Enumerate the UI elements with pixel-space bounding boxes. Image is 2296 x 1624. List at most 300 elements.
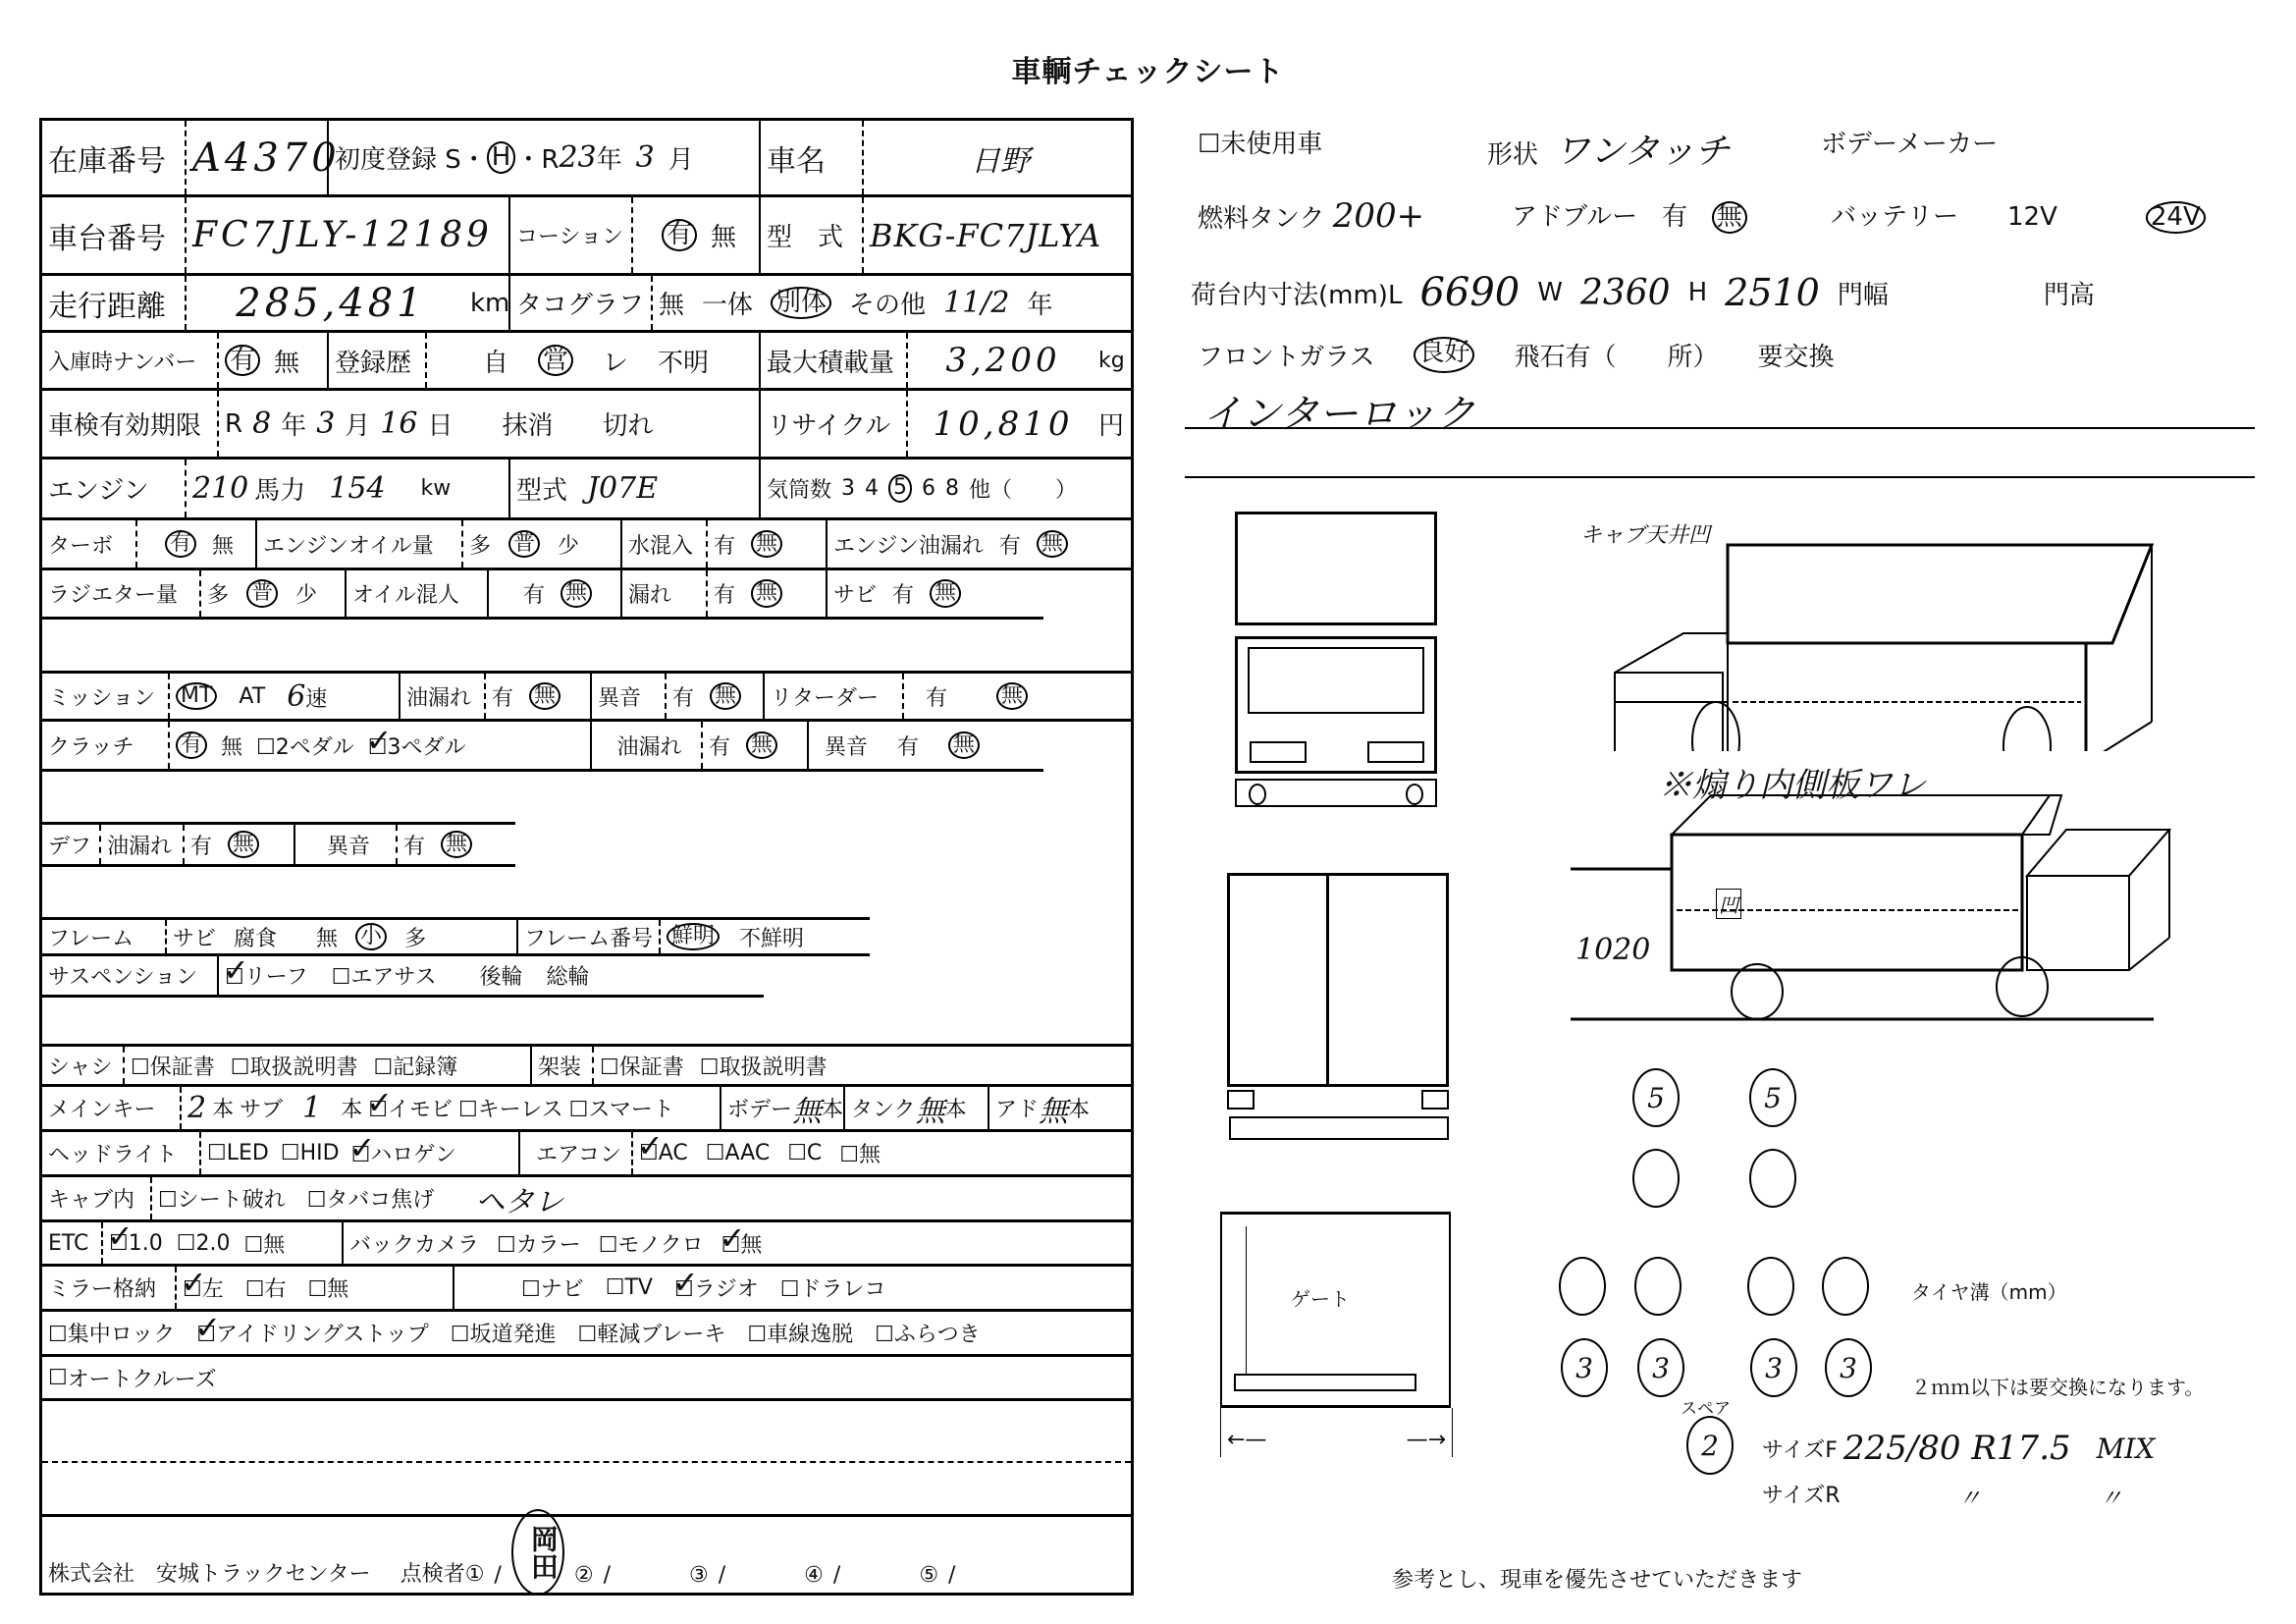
tire-second-right[interactable] — [1749, 1149, 1796, 1208]
oil-level-options — [461, 520, 620, 568]
water-yes[interactable]: 有 — [714, 533, 736, 559]
slash: / — [603, 1563, 611, 1588]
cam-none-checkbox-checked[interactable]: ☐ ✓無 — [721, 1228, 763, 1259]
keyless-checkbox[interactable]: ☐キーレス — [457, 1098, 563, 1122]
rear-doors — [1227, 873, 1449, 1087]
size-f-extra[interactable]: MIX — [2096, 1432, 2156, 1465]
frame-clear-selected[interactable]: 鮮明 — [667, 923, 720, 950]
engine-kw[interactable]: 154 — [329, 471, 386, 506]
retarder-no-selected[interactable]: 無 — [996, 682, 1028, 710]
note-line-2 — [1185, 476, 2255, 478]
windshield-chip[interactable]: 飛石有（ 所） — [1514, 343, 1719, 372]
insp-day[interactable]: 16 — [380, 406, 418, 441]
mirror-options — [175, 1267, 453, 1309]
arrow-left-icon: ←— — [1227, 1428, 1267, 1452]
main-key-count[interactable]: 2 — [187, 1091, 207, 1125]
smart-checkbox[interactable]: ☐スマート — [568, 1098, 674, 1122]
tire-rear-2[interactable] — [1634, 1257, 1682, 1316]
sheet-title: 車輌チェックシート — [1011, 55, 1285, 89]
mission-speed[interactable]: 6 — [287, 678, 306, 714]
dent-mark[interactable]: 凹 — [1716, 889, 1741, 919]
mission-mt-selected[interactable]: MT — [176, 682, 217, 710]
oil-level-label: エンジンオイル量 — [255, 520, 461, 568]
mission-oil-options — [484, 674, 590, 719]
turbo-yes-selected[interactable]: 有 — [165, 530, 196, 558]
tire-second-left[interactable] — [1632, 1149, 1680, 1208]
gate-plate — [1234, 1374, 1416, 1391]
battery-12v[interactable]: 12V — [2007, 202, 2057, 232]
size-f-value[interactable]: 225/80 R17.5 — [1842, 1429, 2071, 1468]
reg-private[interactable]: 自 — [482, 348, 508, 378]
adblue-no-selected[interactable]: 無 — [1712, 201, 1747, 234]
body-manual-checkbox[interactable]: ☐取扱説明書 — [699, 1055, 828, 1080]
rust-no-selected[interactable]: 無 — [930, 579, 961, 607]
clutch-noise-yes[interactable]: 有 — [897, 734, 920, 760]
oil-mix-no-selected[interactable]: 無 — [561, 579, 592, 607]
ac-none-checkbox[interactable]: ☐無 — [839, 1143, 881, 1167]
tacho-separate-selected[interactable]: 別体 — [771, 287, 831, 319]
wobble-checkbox[interactable]: ☐ふらつき — [875, 1323, 981, 1347]
frame-none[interactable]: 無 — [316, 926, 339, 951]
tail-light-left — [1227, 1090, 1255, 1110]
cab-roof-note[interactable]: キャブ天井凹 — [1580, 523, 1711, 548]
mission-label: ミッション — [48, 685, 156, 711]
rad-leak-label: 漏れ — [620, 570, 706, 617]
notes-area[interactable] — [42, 1401, 1131, 1517]
interlock-note[interactable]: インターロック — [1202, 392, 1475, 437]
cargo-length[interactable]: 6690 — [1419, 270, 1521, 315]
tire-rear-depth-4[interactable]: 3 — [1825, 1338, 1872, 1397]
tire-rear-1[interactable] — [1559, 1257, 1606, 1316]
row-mileage — [42, 276, 1131, 333]
frame-many[interactable]: 多 — [404, 926, 427, 951]
engine-type-value[interactable]: J07E — [587, 471, 659, 506]
size-r-extra[interactable]: 〃 — [2099, 1485, 2123, 1512]
cylinders — [759, 460, 1131, 517]
radio-checkbox-checked[interactable]: ☐ ✓ラジオ — [674, 1272, 759, 1303]
turbo-label: ターボ — [48, 533, 114, 559]
cam-color-checkbox[interactable]: ☐カラー — [497, 1232, 581, 1258]
spare-tire[interactable]: 2 — [1686, 1416, 1734, 1475]
fog-lamp-left — [1249, 784, 1266, 805]
sub-key-label: サブ — [240, 1098, 284, 1122]
plate-no[interactable]: 無 — [274, 348, 300, 378]
keyless-label: キーレス — [477, 1098, 563, 1122]
plate-yes-selected[interactable]: 有 — [225, 345, 260, 377]
engine-label: エンジン — [48, 476, 149, 506]
model-value[interactable]: BKG-FC7JLYA — [862, 197, 1131, 273]
mission-options — [168, 674, 399, 719]
battery-24v-selected[interactable]: 24V — [2146, 201, 2206, 234]
engine-leak — [826, 520, 1131, 568]
adblue-label: アドブルー — [1512, 202, 1638, 232]
unused-checkbox[interactable]: ☐未使用車 — [1198, 130, 1323, 159]
size-f-label: サイズF — [1762, 1437, 1838, 1463]
recycle-label: リサイクル — [759, 391, 906, 457]
clutch-no[interactable]: 無 — [221, 734, 243, 760]
row-suspension — [42, 956, 764, 998]
pedal3-checkbox-checked[interactable]: ☐ ✓3ペダル — [368, 731, 466, 761]
dashcam-checkbox[interactable]: ☐ドラレコ — [779, 1277, 886, 1302]
payload-unit: kg — [1098, 348, 1125, 373]
insp-month-unit: 月 — [345, 411, 371, 441]
engine-leak-yes[interactable]: 有 — [998, 533, 1021, 559]
diff-noise-label: 異音 — [294, 825, 396, 864]
sub-key-count[interactable]: 1 — [302, 1091, 322, 1125]
diff-noise-yes[interactable]: 有 — [403, 834, 426, 859]
payload-label: 最大積載量 — [759, 333, 906, 388]
plate-options — [217, 333, 327, 388]
aac-checkbox[interactable]: ☐AAC — [705, 1141, 771, 1165]
mirror-left-checkbox-checked[interactable]: ☐ ✓左 — [183, 1272, 224, 1303]
engine-hp[interactable]: 210 — [192, 471, 249, 506]
brake-label: 軽減ブレーキ — [597, 1323, 726, 1347]
frame-rust-options — [165, 920, 516, 953]
pedal3-label: 3ペダル — [387, 734, 466, 760]
wobble-label: ふらつき — [893, 1323, 981, 1347]
tv-checkbox[interactable]: ☐TV — [605, 1275, 653, 1300]
first-reg-month[interactable]: 3 — [635, 140, 655, 175]
halogen-checkbox-checked[interactable]: ☐ ✓ハロゲン — [351, 1138, 456, 1168]
etc-none-label: 無 — [263, 1232, 286, 1258]
tacho-date[interactable]: 11/2 — [943, 286, 1010, 320]
tacho-label: タコグラフ — [508, 276, 651, 330]
air-checkbox[interactable]: ☐エアサス — [331, 965, 437, 990]
size-r-value[interactable]: 〃 — [1957, 1485, 1982, 1512]
tank-key-label: タンク — [851, 1098, 916, 1122]
mirror-none-checkbox[interactable]: ☐無 — [307, 1277, 349, 1302]
unit: 本 — [944, 1098, 967, 1122]
oil-high[interactable]: 多 — [469, 533, 492, 559]
c-checkbox[interactable]: ☐C — [787, 1141, 823, 1165]
lane-departure-checkbox[interactable]: ☐車線逸脱 — [747, 1323, 854, 1347]
first-registration: 初度登録 S・ H ・R 23 年 3 月 — [327, 121, 759, 194]
insp-cancelled[interactable]: 抹消 — [502, 411, 554, 441]
cruise-checkbox[interactable]: ☐ オートクルーズ — [42, 1357, 435, 1398]
chassis-warranty-checkbox[interactable]: ☐保証書 — [131, 1055, 215, 1080]
tire-rear-4[interactable] — [1822, 1257, 1869, 1316]
leaf-checkbox-checked[interactable]: ☐ ✓リーフ — [225, 960, 308, 991]
windshield-label: フロントガラス — [1198, 343, 1375, 372]
battery-label: バッテリー — [1831, 202, 1959, 232]
susp-all[interactable]: 総輪 — [546, 965, 590, 990]
cargo-height[interactable]: 2510 — [1725, 271, 1820, 314]
cyl-label: 気筒数 — [767, 478, 832, 503]
rust-label: サビ — [833, 583, 878, 608]
cyl-5-selected[interactable]: 5 — [888, 474, 912, 502]
central-lock-checkbox[interactable]: ☐集中ロック — [48, 1323, 176, 1347]
unused-label: 未使用車 — [1220, 130, 1323, 159]
adblue-yes[interactable]: 有 — [1661, 202, 1687, 232]
clutch-noise-label: 異音 — [825, 734, 869, 760]
mission-oil-yes[interactable]: 有 — [492, 685, 514, 711]
rad-normal-selected[interactable]: 普 — [246, 579, 278, 607]
disclaimer: 参考とし、現車を優先させていただきます — [1392, 1568, 1803, 1593]
collision-brake-checkbox[interactable]: ☐軽減ブレーキ — [577, 1323, 726, 1347]
ac-checkbox-checked[interactable]: ☐ ✓AC — [639, 1141, 688, 1165]
tire-front-left[interactable]: 5 — [1632, 1068, 1680, 1127]
seat-torn-checkbox[interactable]: ☐シート破れ — [158, 1188, 286, 1213]
hill-start-checkbox[interactable]: ☐坂道発進 — [450, 1323, 557, 1347]
tire-rear-depth-3[interactable]: 3 — [1750, 1338, 1797, 1397]
safety-options — [42, 1312, 1131, 1354]
cyl-4[interactable]: 4 — [865, 476, 880, 501]
clutch-noise-no-selected[interactable]: 無 — [948, 731, 980, 759]
tank-key-value[interactable]: 無 — [915, 1094, 945, 1129]
mileage-label: 走行距離 — [48, 289, 166, 324]
size-rear — [1762, 1479, 2123, 1513]
tacho-other[interactable]: その他 — [849, 291, 927, 320]
turbo-no[interactable]: 無 — [212, 533, 235, 559]
name-value[interactable]: 日野 — [862, 121, 1131, 194]
cyl-6[interactable]: 6 — [922, 476, 936, 501]
oil-mix-label: オイル混人 — [345, 570, 487, 617]
body-warranty-checkbox[interactable]: ☐保証書 — [600, 1055, 684, 1080]
insp-expired[interactable]: 切れ — [602, 411, 654, 441]
dashcam-label: ドラレコ — [799, 1277, 886, 1302]
unit: 本 — [212, 1098, 235, 1122]
av-options — [453, 1267, 1131, 1309]
pedal2-label: 2ペダル — [275, 734, 354, 760]
engine-leak-no-selected[interactable]: 無 — [1037, 530, 1068, 558]
windshield-good-selected[interactable]: 良好 — [1414, 337, 1474, 373]
body-key — [720, 1087, 843, 1129]
oil-low[interactable]: 少 — [558, 533, 580, 559]
oil-mix-yes[interactable]: 有 — [522, 583, 545, 608]
tacho-integrated[interactable]: 一体 — [702, 291, 754, 320]
insp-year[interactable]: 8 — [252, 406, 272, 441]
headlight-right — [1367, 741, 1424, 763]
tire-rear-depth-1[interactable]: 3 — [1561, 1338, 1608, 1397]
era-heisei-selected[interactable]: H — [487, 141, 516, 174]
hp-unit: 馬力 — [254, 476, 306, 506]
cigarette-burn-checkbox[interactable]: ☐タバコ焦げ — [306, 1188, 435, 1213]
row-mission — [42, 671, 1131, 722]
engine-power — [185, 460, 508, 517]
tire-rear-depth-2[interactable]: 3 — [1637, 1338, 1684, 1397]
door-height-label: 門高 — [2043, 280, 2095, 310]
gate-height-arrow — [1246, 1226, 1247, 1374]
tire-front-right[interactable]: 5 — [1749, 1068, 1796, 1127]
engine-type-label: 型式 — [516, 476, 568, 506]
etc-2-checkbox[interactable]: ☐2.0 — [176, 1230, 231, 1256]
fuel-label: 燃料タンク — [1198, 204, 1325, 234]
rad-leak-yes[interactable]: 有 — [714, 583, 736, 608]
tacho-none[interactable]: 無 — [659, 291, 685, 320]
reg-commercial-selected[interactable]: 営 — [538, 345, 573, 377]
shape-label: 形状 — [1487, 140, 1539, 170]
mission-oil-no-selected[interactable]: 無 — [529, 682, 561, 710]
frame-number-label: フレーム番号 — [516, 920, 659, 953]
tread-note: ２ｍｍ以下は要交換になります。 — [1911, 1376, 2205, 1399]
stock-label: 在庫番号 — [48, 143, 166, 179]
engine-type — [508, 460, 759, 517]
unit: 本 — [1068, 1098, 1091, 1122]
row-headlight — [42, 1132, 1131, 1177]
width-label: W — [1537, 278, 1563, 307]
diff-noise-options — [396, 825, 515, 864]
speed-unit: 速 — [305, 686, 328, 712]
payload-value[interactable]: 3,200 — [906, 333, 1093, 388]
pedal2-checkbox[interactable]: ☐2ペダル — [256, 734, 354, 760]
coating-yes-selected[interactable]: 有 — [662, 219, 697, 251]
air-label: エアサス — [350, 965, 437, 990]
radio-label: ラジオ — [693, 1277, 759, 1302]
name-label: 車名 — [759, 121, 862, 194]
diff-noise-no-selected[interactable]: 無 — [441, 831, 472, 858]
body-docs — [592, 1047, 1131, 1084]
clutch-oil-no-selected[interactable]: 無 — [746, 731, 777, 759]
front-bumper — [1235, 779, 1437, 807]
etc-label: ETC — [48, 1230, 89, 1256]
ac-opt-label: AC — [658, 1141, 688, 1165]
chassis-value[interactable]: FC7JLY-12189 — [185, 197, 508, 273]
cruise-label: オートクルーズ — [67, 1367, 217, 1392]
ac-options — [631, 1132, 1131, 1174]
rust-yes[interactable]: 有 — [892, 583, 915, 608]
aac-label: AAC — [724, 1141, 771, 1165]
body-damage-note[interactable]: ※煽り内側板ワレ — [1659, 766, 1926, 805]
mission-noise-yes[interactable]: 有 — [672, 685, 695, 711]
clutch-yes-selected[interactable]: 有 — [176, 731, 207, 759]
body-key-value[interactable]: 無 — [792, 1094, 823, 1129]
radiator-options — [199, 570, 345, 617]
cargo-label: 荷台内寸法(mm)L — [1191, 280, 1403, 310]
reg-history-label: 登録歴 — [327, 333, 425, 388]
ac-label: エアコン — [518, 1132, 631, 1174]
gate-diagram — [1220, 1212, 1451, 1408]
stock-value[interactable]: A4370 — [185, 121, 327, 194]
rust — [826, 570, 1043, 617]
hid-label: HID — [299, 1141, 340, 1165]
mission-at[interactable]: AT — [239, 683, 266, 709]
idle-stop-checkbox-checked[interactable]: ☐ ✓アイドリングストップ — [196, 1318, 428, 1348]
cargo-width[interactable]: 2360 — [1579, 272, 1671, 313]
warranty-label: 保証書 — [618, 1055, 684, 1080]
diff-oil-no-selected[interactable]: 無 — [228, 831, 259, 858]
immobilizer-checkbox-checked[interactable]: ☐ ✓イモビ — [368, 1093, 453, 1123]
size-front — [1762, 1429, 2155, 1468]
inspector-2: ② — [573, 1563, 594, 1588]
cab-top-view — [1235, 512, 1437, 625]
insp-month[interactable]: 3 — [316, 406, 336, 441]
chassis-log-checkbox[interactable]: ☐記録簿 — [373, 1055, 458, 1080]
rad-low[interactable]: 少 — [295, 583, 318, 608]
seat-label: シート破れ — [177, 1188, 286, 1213]
adblue-key — [988, 1087, 1131, 1129]
rad-leak-no-selected[interactable]: 無 — [751, 579, 782, 607]
turbo-options — [135, 520, 255, 568]
mileage-unit: km — [470, 288, 510, 318]
oil-normal-selected[interactable]: 普 — [508, 530, 540, 558]
cam-mono-checkbox[interactable]: ☐モノクロ — [598, 1232, 704, 1258]
row-chassis — [42, 197, 1131, 276]
navi-checkbox[interactable]: ☐ナビ — [521, 1277, 584, 1302]
cyl-other[interactable]: 他（ ） — [969, 478, 1078, 503]
none-label: 無 — [859, 1143, 881, 1167]
etc-1-checkbox-checked[interactable]: ☐ ✓1.0 — [109, 1231, 163, 1256]
mirror-right-label: 右 — [264, 1277, 287, 1302]
susp-rear[interactable]: 後輪 — [479, 965, 523, 990]
month-unit: 月 — [667, 145, 694, 175]
mileage-value[interactable]: 285,481 — [185, 276, 469, 330]
halogen-label: ハロゲン — [370, 1143, 456, 1167]
mirror-none-label: 無 — [327, 1277, 349, 1302]
body-maker-label: ボデーメーカー — [1821, 130, 1999, 159]
cam-mono-label: モノクロ — [617, 1232, 704, 1258]
back-camera-label: バックカメラ — [349, 1232, 480, 1258]
headlight-label: ヘッドライト — [48, 1143, 178, 1167]
rad-leak-options — [706, 570, 826, 617]
lock-label: 集中ロック — [67, 1323, 176, 1347]
recycle-value[interactable]: 10,810 — [906, 391, 1093, 457]
shape — [1487, 124, 1730, 174]
frame-unclear[interactable]: 不鮮明 — [739, 926, 805, 951]
frame-rust: サビ — [173, 926, 217, 951]
etc-none-checkbox[interactable]: ☐無 — [243, 1232, 286, 1258]
mirror-right-checkbox[interactable]: ☐右 — [244, 1277, 287, 1302]
ad-key-value[interactable]: 無 — [1039, 1094, 1069, 1129]
fuel-value[interactable]: 200+ — [1332, 196, 1425, 236]
tacho-unit: 年 — [1027, 291, 1053, 320]
chassis-manual-checkbox[interactable]: ☐取扱説明書 — [230, 1055, 358, 1080]
chassis-docs — [123, 1047, 530, 1084]
row-docs — [42, 1044, 1131, 1087]
frame-corrosion: 腐食 — [234, 926, 278, 951]
cyl-8[interactable]: 8 — [945, 476, 960, 501]
rad-high[interactable]: 多 — [207, 583, 230, 608]
mission-noise-no-selected[interactable]: 無 — [710, 682, 741, 710]
tv-label: TV — [624, 1275, 653, 1300]
windshield-replace[interactable]: 要交換 — [1757, 343, 1835, 372]
clutch-oil-label: 油漏れ — [590, 722, 701, 769]
oil-mix-options — [487, 570, 620, 617]
diff-oil-options — [183, 825, 294, 864]
water-no-selected[interactable]: 無 — [751, 530, 782, 558]
cab-note[interactable]: ヘタレ — [475, 1184, 564, 1219]
fuel-tank — [1198, 196, 1424, 236]
row-plate — [42, 333, 1131, 391]
slash: / — [494, 1563, 502, 1588]
retarder-yes[interactable]: 有 — [926, 685, 948, 711]
retarder-options — [902, 674, 1131, 719]
first-reg-year[interactable]: 23 — [559, 140, 597, 175]
tire-rear-3[interactable] — [1747, 1257, 1794, 1316]
idle-label: アイドリングストップ — [216, 1323, 429, 1347]
coating-no[interactable]: 無 — [711, 223, 737, 252]
body-docs-label: 架装 — [530, 1047, 592, 1084]
diff-label: デフ — [48, 834, 92, 859]
reg-rental[interactable]: レ — [603, 348, 629, 378]
footer-row — [42, 1517, 1131, 1594]
shape-value[interactable]: ワンタッチ — [1554, 132, 1731, 172]
inspection-label: 車検有効期限 — [48, 411, 202, 441]
row-turbo — [42, 520, 1131, 570]
reg-unknown[interactable]: 不明 — [658, 348, 710, 378]
unit: 本 — [341, 1098, 363, 1122]
diff-oil-yes[interactable]: 有 — [190, 834, 213, 859]
clutch-oil-yes[interactable]: 有 — [709, 734, 731, 760]
hid-checkbox[interactable]: ☐HID — [280, 1141, 340, 1165]
height-note[interactable]: 1020 — [1575, 933, 1651, 967]
frame-small-selected[interactable]: 小 — [355, 923, 387, 950]
cyl-3[interactable]: 3 — [841, 476, 856, 501]
chassis-docs-label: シャシ — [48, 1055, 113, 1080]
led-checkbox[interactable]: ☐LED — [207, 1141, 269, 1165]
row-frame — [42, 917, 870, 956]
company-name: 株式会社 安城トラックセンター — [48, 1562, 371, 1587]
mirror-left-label: 左 — [201, 1277, 224, 1302]
